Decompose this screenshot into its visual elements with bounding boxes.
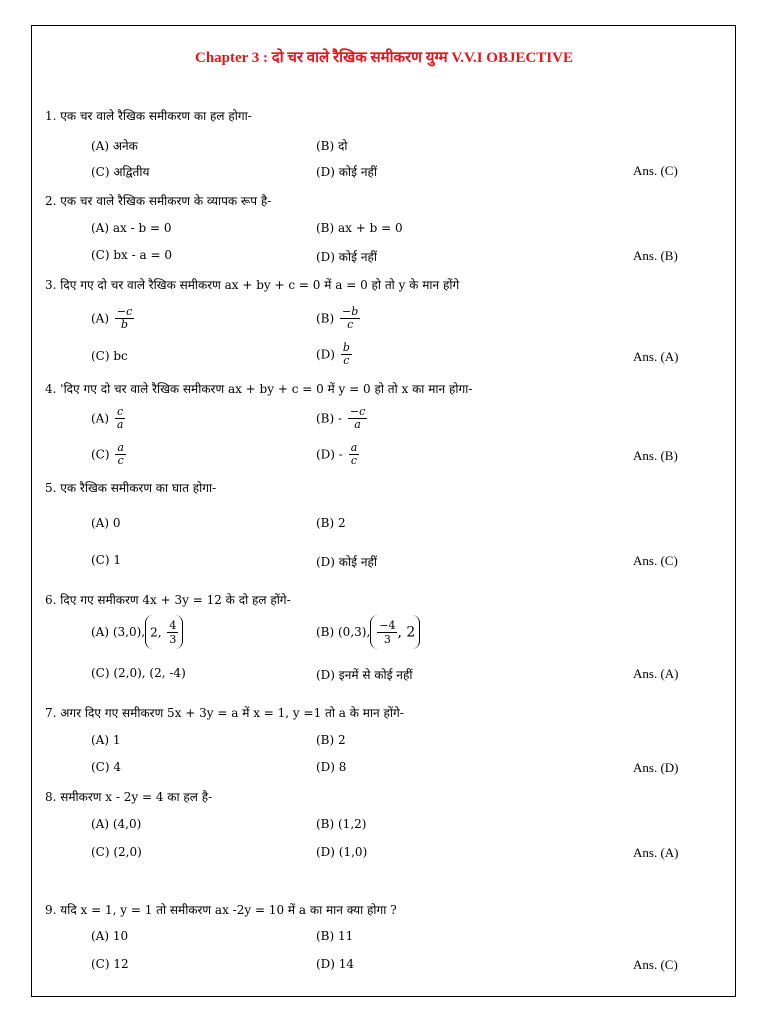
- pair-first: 2,: [150, 625, 162, 640]
- q3-option-d: [316, 342, 352, 367]
- q6-option-c: (C) (2,0), (2, -4): [91, 666, 186, 680]
- q6-option-b: [316, 615, 420, 649]
- numerator: a: [350, 441, 358, 454]
- q2-option-c: (C) bx - a = 0: [91, 248, 172, 262]
- q4-option-a-fraction: [115, 406, 126, 431]
- q9-answer: Ans. (C): [633, 957, 678, 972]
- q4-option-b-fraction: [348, 406, 367, 431]
- numerator: 4: [169, 619, 177, 632]
- pair-fraction: [167, 619, 178, 646]
- denominator: c: [117, 454, 124, 467]
- q4-option-b-label: (B) -: [316, 411, 343, 426]
- q2-answer: Ans. (B): [633, 248, 678, 263]
- question-6: 6. दिए गए समीकरण 4x + 3y = 12 के दो हल होंगे-: [45, 593, 291, 607]
- denominator: c: [343, 354, 350, 367]
- q5-option-b: (B) 2: [316, 516, 346, 530]
- q6-option-d: (D) इनमें से कोई नहीं: [316, 668, 413, 682]
- q4-option-d-label: (D) -: [316, 447, 343, 462]
- numerator: c: [115, 406, 126, 419]
- question-4: 4. 'दिए गए दो चर वाले रैखिक समीकरण ax + by + c = 0 में y = 0 हो तो x का मान होगा-: [45, 382, 473, 396]
- q2-option-d: (D) कोई नहीं: [316, 250, 377, 264]
- page-title: Chapter 3 : दो चर वाले रैखिक समीकरण युग्म V.V.I OBJECTIVE: [195, 50, 573, 66]
- q9-option-a: (A) 10: [91, 929, 129, 943]
- q7-option-a: (A) 1: [91, 733, 121, 747]
- numerator: −c: [116, 305, 133, 318]
- denominator: a: [354, 418, 361, 431]
- q3-option-d-label: (D): [316, 347, 335, 362]
- q3-option-d-fraction: [341, 342, 352, 367]
- q8-option-b: (B) (1,2): [316, 817, 367, 831]
- q9-option-c: (C) 12: [91, 957, 129, 971]
- question-9: 9. यदि x = 1, y = 1 तो समीकरण ax -2y = 10 में a का मान क्या होगा ?: [45, 903, 397, 917]
- question-1: 1. एक चर वाले रैखिक समीकरण का हल होगा-: [45, 109, 252, 123]
- q2-option-a: (A) ax - b = 0: [91, 221, 172, 235]
- q7-option-b: (B) 2: [316, 733, 346, 747]
- question-8: 8. समीकरण x - 2y = 4 का हल है-: [45, 790, 213, 804]
- q6-option-a-pair: [145, 615, 183, 649]
- q9-option-b: (B) 11: [316, 929, 354, 943]
- q8-option-a: (A) (4,0): [91, 817, 142, 831]
- q7-option-c: (C) 4: [91, 760, 121, 774]
- q3-option-a-fraction: [115, 306, 134, 331]
- q6-option-b-pair: [370, 615, 420, 649]
- q2-option-b: (B) ax + b = 0: [316, 221, 403, 235]
- q6-option-a-label: (A) (3,0),: [91, 625, 146, 639]
- q1-option-d: (D) कोई नहीं: [316, 165, 377, 179]
- q8-option-d: (D) (1,0): [316, 845, 368, 859]
- q4-option-d: [316, 442, 359, 467]
- question-2: 2. एक चर वाले रैखिक समीकरण के व्यापक रूप है-: [45, 194, 272, 208]
- denominator: 3: [169, 633, 177, 646]
- q3-option-b: [316, 306, 360, 331]
- numerator: −b: [342, 305, 359, 318]
- q7-answer: Ans. (D): [633, 760, 679, 775]
- q4-option-c-label: (C): [91, 447, 110, 462]
- denominator: c: [347, 318, 354, 331]
- q4-answer: Ans. (B): [633, 448, 678, 463]
- question-5: 5. एक रैखिक समीकरण का घात होगा-: [45, 481, 217, 495]
- question-7: 7. अगर दिए गए समीकरण 5x + 3y = a में x = 1, y =1 तो a के मान होंगे-: [45, 706, 404, 720]
- q9-option-d: (D) 14: [316, 957, 355, 971]
- numerator: −4: [379, 619, 396, 632]
- q4-option-a: [91, 406, 125, 431]
- q3-option-b-fraction: [340, 306, 360, 331]
- q3-option-c: (C) bc: [91, 349, 128, 363]
- numerator: −c: [349, 405, 366, 418]
- q6-answer: Ans. (A): [633, 666, 679, 681]
- q5-option-c: (C) 1: [91, 553, 121, 567]
- q5-option-a: (A) 0: [91, 516, 121, 530]
- q7-option-d: (D) 8: [316, 760, 347, 774]
- q6-option-b-label: (B) (0,3),: [316, 625, 371, 639]
- q1-option-a: (A) अनेक: [91, 139, 138, 153]
- q1-answer: Ans. (C): [633, 163, 678, 178]
- q8-answer: Ans. (A): [633, 845, 679, 860]
- pair-fraction: [377, 619, 397, 646]
- q6-option-a: [91, 615, 183, 649]
- q3-option-b-label: (B): [316, 311, 335, 326]
- numerator: b: [342, 341, 350, 354]
- q4-option-c: [91, 442, 126, 467]
- question-3: 3. दिए गए दो चर वाले रैखिक समीकरण ax + by + c = 0 में a = 0 हो तो y के मान होंगे: [45, 278, 460, 292]
- q4-option-a-label: (A): [91, 411, 110, 426]
- denominator: a: [116, 418, 124, 431]
- q5-option-d: (D) कोई नहीं: [316, 555, 377, 569]
- q3-option-a-label: (A): [91, 311, 110, 326]
- q4-option-c-fraction: [115, 442, 126, 467]
- numerator: a: [117, 441, 124, 454]
- q4-option-b: [316, 406, 367, 431]
- pair-second: , 2: [397, 624, 416, 641]
- q1-option-b: (B) दो: [316, 139, 348, 153]
- q4-option-d-fraction: [349, 442, 360, 467]
- q1-option-c: (C) अद्वितीय: [91, 165, 150, 179]
- q3-answer: Ans. (A): [633, 349, 679, 364]
- denominator: c: [350, 454, 358, 467]
- denominator: 3: [383, 633, 391, 646]
- denominator: b: [121, 318, 129, 331]
- q5-answer: Ans. (C): [633, 553, 678, 568]
- q3-option-a: [91, 306, 134, 331]
- q8-option-c: (C) (2,0): [91, 845, 142, 859]
